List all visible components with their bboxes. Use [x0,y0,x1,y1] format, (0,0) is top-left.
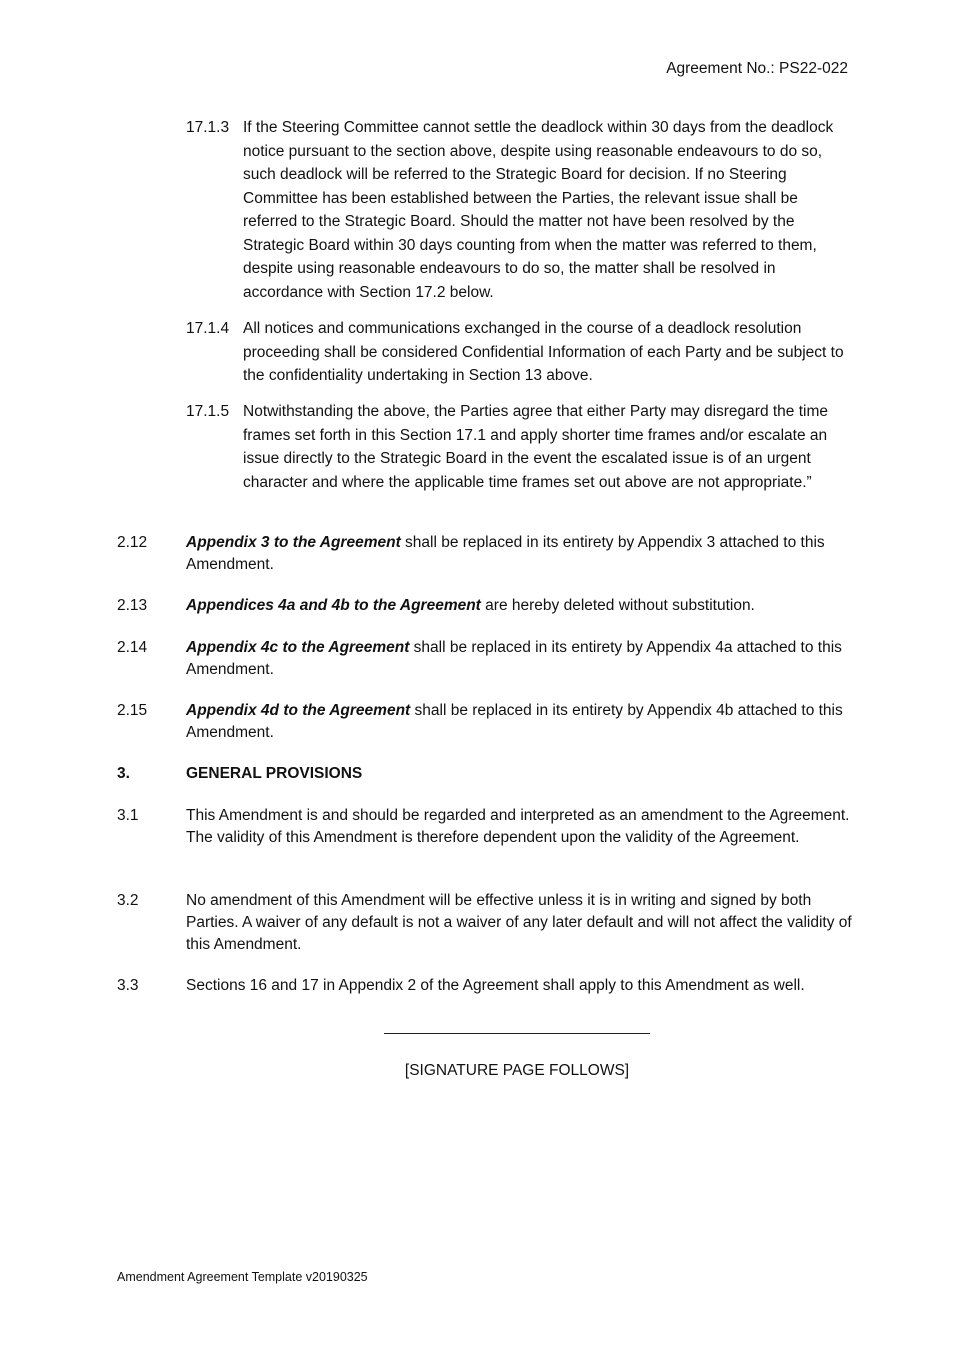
subsection-number: 17.1.3 [186,119,230,136]
section-number: 3. [117,765,130,782]
clause-text: Sections 16 and 17 in Appendix 2 of the Agreement shall apply to this Amendment as well. [186,977,805,994]
clause-text: shall be replaced in its entirety by Appendix 3 attached to this Amendment. [186,534,825,573]
subsection-17-1-5 [186,400,848,494]
subsection-17-1-4 [186,317,848,388]
section-title: GENERAL PROVISIONS [186,765,363,782]
signature-page-notice: [SIGNATURE PAGE FOLLOWS] [404,1062,630,1079]
clause-3-3 [117,975,852,997]
clause-text: are hereby deleted without substitution. [480,597,755,614]
clause-emphasis: Appendices 4a and 4b to the Agreement [186,597,481,614]
clause-3-2 [117,890,852,956]
clause-text: shall be replaced in its entirety by Appendix 4a attached to this Amendment. [186,639,842,678]
clause-emphasis: Appendix 4d to the Agreement [186,702,411,719]
clause-number: 2.15 [117,702,148,719]
clause-text: shall be replaced in its entirety by Appendix 4b attached to this Amendment. [186,702,843,741]
subsection-text: Notwithstanding the above, the Parties agree that either Party may disregard the time frames set forth in this Section 17.1 and apply shorter time frames and/or escalate an issue directly to the Strategic Board in the event the escalated issue is of an urgent character and where the applicable time frames set out above are not appropriate.” [243,403,829,491]
clause-text: This Amendment is and should be regarded and interpreted as an amendment to the Agreement. The validity of this Amendment is therefore dependent upon the validity of the Agreement. [186,807,850,846]
clause-number: 2.13 [117,597,148,614]
clause-number: 3.2 [117,892,139,909]
signature-divider [384,1033,650,1034]
clause-emphasis: Appendix 3 to the Agreement [186,534,401,551]
clause-number: 2.12 [117,534,148,551]
agreement-number: Agreement No.: PS22-022 [666,60,848,77]
clause-number: 3.1 [117,807,139,824]
subsection-17-1-3 [186,116,848,304]
subsection-text: If the Steering Committee cannot settle the deadlock within 30 days from the deadlock notice pursuant to the section above, despite using reasonable endeavours to do so, such deadlock will be referred to the Strategic Board for decision. If no Steering Committee has been established between the Parties, the relevant issue shall be referred to the Strategic Board. Should the matter not have been resolved by the Strategic Board within 30 days counting from when the matter was referred to them, despite using reasonable endeavours to do so, the matter shall be resolved in accordance with Section 17.2 below. [243,119,834,301]
clause-emphasis: Appendix 4c to the Agreement [186,639,410,656]
clause-number: 3.3 [117,977,139,994]
clause-2-12 [117,532,852,576]
clause-2-14 [117,637,852,681]
subsection-text: All notices and communications exchanged in the course of a deadlock resolution proceeding shall be considered Confidential Information of each Party and be subject to the confidentiality undertaking in Section 13 above. [243,320,844,384]
clause-text: No amendment of this Amendment will be effective unless it is in writing and signed by both Parties. A waiver of any default is not a waiver of any later default and will not affect the validity of this Amendment. [186,892,852,953]
clause-2-15 [117,700,852,744]
clause-2-13 [117,595,852,617]
footer-template-version: Amendment Agreement Template v20190325 [117,1270,368,1284]
subsection-number: 17.1.4 [186,320,230,337]
subsection-number: 17.1.5 [186,403,230,420]
clause-3-1 [117,805,852,849]
clause-number: 2.14 [117,639,148,656]
section-heading [117,763,852,785]
